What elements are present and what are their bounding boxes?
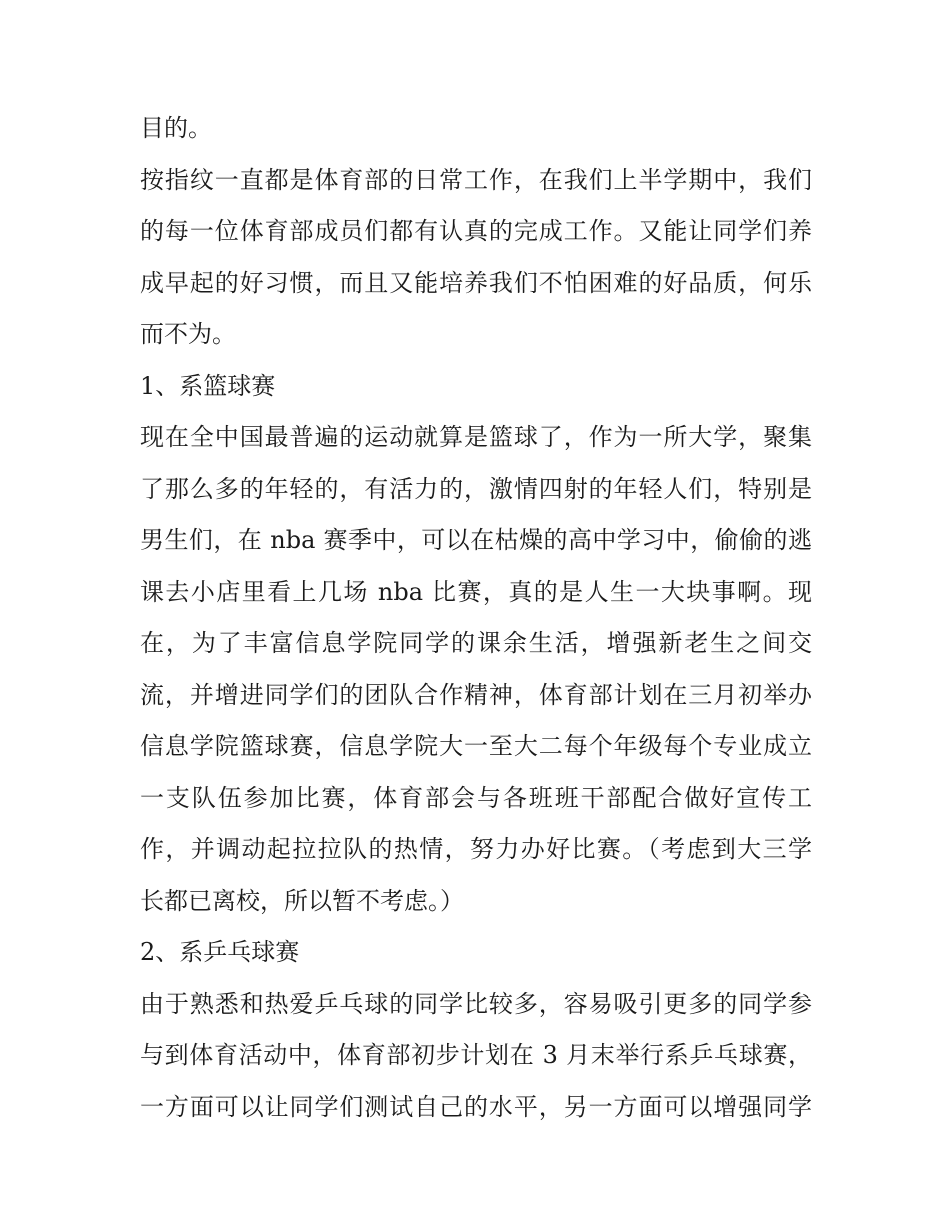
paragraph-line: 男生们，在 nba 赛季中，可以在枯燥的高中学习中，偷偷的逃 <box>140 526 812 554</box>
paragraph-line: 成早起的好习惯，而且又能培养我们不怕困难的好品质，何乐 <box>140 268 812 297</box>
document-body <box>140 103 812 1133</box>
paragraph-line: 长都已离校，所以暂不考虑。） <box>140 886 464 915</box>
section-heading: 2、系乒乓球赛 <box>140 938 300 966</box>
paragraph-line: 与到体育活动中，体育部初步计划在 3 月末举行系乒乓球赛， <box>140 1041 812 1069</box>
paragraph-line: 目的。 <box>140 114 212 142</box>
paragraph-line: 而不为。 <box>140 320 236 348</box>
paragraph-line: 课去小店里看上几场 nba 比赛，真的是人生一大块事啊。现 <box>140 577 812 606</box>
paragraph-line: 作，并调动起拉拉队的热情，努力办好比赛。（考虑到大三学 <box>140 835 812 863</box>
paragraph-line: 信息学院篮球赛，信息学院大一至大二每个年级每个专业成立 <box>140 732 812 760</box>
paragraph-line: 的每一位体育部成员们都有认真的完成工作。又能让同学们养 <box>140 217 812 245</box>
paragraph-line: 按指纹一直都是体育部的日常工作，在我们上半学期中，我们 <box>140 165 812 194</box>
paragraph-line: 现在全中国最普遍的运动就算是篮球了，作为一所大学，聚集 <box>140 423 812 451</box>
paragraph-line: 一支队伍参加比赛，体育部会与各班班干部配合做好宣传工 <box>140 783 812 812</box>
paragraph-line: 一方面可以让同学们测试自己的水平，另一方面可以增强同学 <box>140 1092 812 1121</box>
paragraph-line: 在，为了丰富信息学院同学的课余生活，增强新老生之间交 <box>140 629 812 657</box>
paragraph-line: 流，并增进同学们的团队合作精神，体育部计划在三月初举办 <box>140 680 812 709</box>
paragraph-line: 了那么多的年轻的，有活力的，激情四射的年轻人们，特别是 <box>140 474 812 503</box>
paragraph-line: 由于熟悉和热爱乒乓球的同学比较多，容易吸引更多的同学参 <box>140 989 812 1018</box>
section-heading: 1、系篮球赛 <box>140 371 276 400</box>
